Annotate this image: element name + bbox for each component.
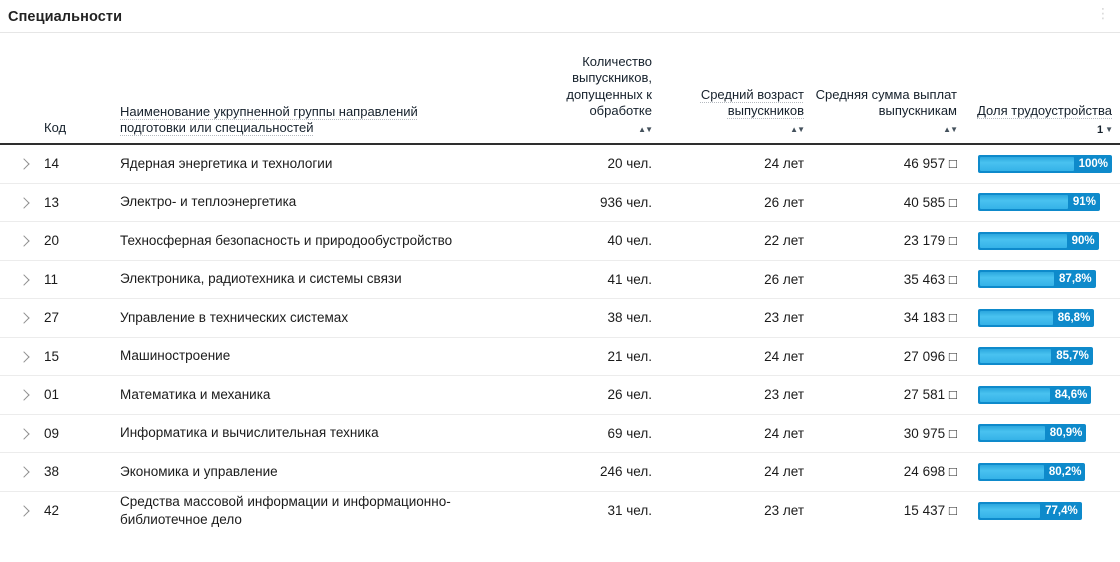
row-code: 14 [44, 156, 60, 172]
row-name: Экономика и управление [120, 463, 278, 479]
header-sum[interactable] [804, 87, 957, 143]
bar-percentage-label: 84,6% [1054, 388, 1088, 401]
sort-asc-icon: ▲ [638, 125, 646, 134]
employment-share-bar [978, 232, 1099, 250]
table-row[interactable] [0, 222, 1120, 261]
chevron-right-icon[interactable] [18, 467, 29, 478]
row-age: 24 лет [764, 348, 804, 364]
employment-share-bar [978, 309, 1094, 327]
row-sum: 24 698 □ [903, 464, 957, 480]
row-expand-cell [16, 156, 44, 171]
row-age: 24 лет [764, 425, 804, 441]
row-expand-cell [16, 310, 44, 325]
row-sum: 27 096 □ [903, 348, 957, 364]
header-age-label: Средний возраст выпускников [700, 86, 804, 119]
row-name: Информатика и вычислительная техника [120, 425, 379, 441]
row-expand-cell [16, 272, 44, 287]
table-row[interactable] [0, 376, 1120, 415]
bar-percentage-label: 80,2% [1048, 465, 1082, 478]
chevron-right-icon[interactable] [18, 159, 29, 170]
bar-percentage-label: 86,8% [1057, 311, 1091, 324]
row-name: Электро- и теплоэнергетика [120, 194, 297, 210]
bar-percentage-label: 100% [1078, 157, 1108, 170]
row-name: Средства массовой информации и информационно-библиотечное дело [120, 493, 451, 527]
row-code: 11 [44, 271, 59, 287]
bar-fill [980, 272, 1054, 286]
table-row[interactable] [0, 453, 1120, 492]
table-row[interactable] [0, 338, 1120, 377]
sort-desc-icon: ▼ [950, 125, 957, 134]
bar-percentage-label: 90% [1071, 234, 1095, 247]
row-sum: 23 179 □ [903, 233, 957, 249]
header-expand-spacer [16, 137, 44, 143]
row-code: 13 [44, 194, 60, 210]
bar-fill [980, 349, 1051, 363]
row-share-cell [957, 386, 1112, 404]
row-count: 936 чел. [600, 194, 652, 210]
sort-asc-icon: ▲ [790, 125, 798, 134]
bar-percentage-label: 91% [1072, 196, 1096, 209]
sort-desc-icon: ▼ [797, 125, 804, 134]
bar-fill [980, 388, 1050, 402]
bar-percentage-label: 77,4% [1045, 504, 1078, 517]
table-row[interactable] [0, 145, 1120, 184]
row-count: 246 чел. [600, 464, 652, 480]
row-expand-cell [16, 387, 44, 402]
table-row[interactable] [0, 492, 1120, 531]
row-expand-cell [16, 195, 44, 210]
row-sum: 35 463 □ [903, 271, 957, 287]
chevron-right-icon[interactable] [18, 274, 29, 285]
header-sum-label: Средняя сумма выплат выпускникам [815, 86, 957, 119]
chevron-right-icon[interactable] [18, 428, 29, 439]
widget-header [0, 0, 1120, 33]
row-share-cell [957, 155, 1112, 173]
row-code: 01 [44, 387, 60, 403]
bar-percentage-label: 80,9% [1049, 427, 1083, 440]
bar-fill [980, 234, 1067, 248]
bar-fill [980, 157, 1074, 171]
header-count[interactable] [512, 54, 652, 144]
header-age[interactable] [652, 87, 804, 143]
row-sum: 27 581 □ [903, 387, 957, 403]
table-row[interactable] [0, 261, 1120, 300]
chevron-right-icon[interactable] [18, 236, 29, 247]
header-count-label: Количество выпускников, допущенных к обработке [566, 53, 652, 119]
header-code[interactable] [44, 120, 120, 143]
table-row[interactable] [0, 415, 1120, 454]
header-share-label: Доля трудоустройства [977, 103, 1112, 119]
header-sum-sorter[interactable] [804, 123, 957, 137]
bar-fill [980, 311, 1053, 325]
employment-share-bar [978, 463, 1085, 481]
row-share-cell [957, 502, 1112, 520]
bar-fill [980, 195, 1068, 209]
row-share-cell [957, 232, 1112, 250]
header-share[interactable] [957, 103, 1112, 143]
table-header-row [0, 33, 1120, 145]
row-age: 23 лет [764, 387, 804, 403]
row-count: 20 чел. [607, 156, 652, 172]
employment-share-bar [978, 193, 1100, 211]
employment-share-bar [978, 347, 1093, 365]
row-share-cell [957, 309, 1112, 327]
row-code: 20 [44, 233, 60, 249]
row-sum: 34 183 □ [903, 310, 957, 326]
chevron-right-icon[interactable] [18, 313, 29, 324]
header-name[interactable] [120, 104, 512, 143]
row-code: 15 [44, 348, 60, 364]
row-age: 24 лет [764, 156, 804, 172]
employment-share-bar [978, 502, 1082, 520]
chevron-right-icon[interactable] [18, 197, 29, 208]
row-share-cell [957, 463, 1112, 481]
bar-fill [980, 504, 1040, 518]
header-count-sorter[interactable] [512, 123, 652, 137]
bar-fill [980, 465, 1044, 479]
row-code: 38 [44, 464, 60, 480]
row-expand-cell [16, 349, 44, 364]
row-name: Ядерная энергетика и технологии [120, 155, 333, 171]
sort-desc-icon: ▼ [645, 125, 652, 134]
employment-share-bar [978, 424, 1086, 442]
row-code: 42 [44, 503, 60, 519]
row-code: 27 [44, 310, 60, 326]
row-name: Техносферная безопасность и природообустройство [120, 232, 453, 248]
row-age: 24 лет [764, 464, 804, 480]
bar-fill [980, 426, 1045, 440]
row-share-cell [957, 193, 1112, 211]
widget-title: Специальности [8, 9, 123, 25]
row-count: 41 чел. [607, 271, 652, 287]
header-age-sorter[interactable] [652, 123, 804, 137]
bar-percentage-label: 87,8% [1059, 273, 1092, 286]
row-age: 26 лет [764, 194, 804, 210]
row-expand-cell [16, 503, 44, 518]
employment-share-bar [978, 270, 1096, 288]
table-body [0, 145, 1120, 530]
row-age: 22 лет [764, 233, 804, 249]
row-count: 38 чел. [607, 310, 652, 326]
sort-order-badge: 1 [1096, 123, 1104, 136]
bar-percentage-label: 85,7% [1056, 350, 1089, 363]
chevron-right-icon[interactable] [18, 506, 29, 517]
table-row[interactable] [0, 299, 1120, 338]
sort-desc-icon: ▼ [1105, 125, 1112, 134]
employment-share-bar [978, 386, 1091, 404]
row-share-cell [957, 347, 1112, 365]
widget-menu-icon[interactable]: ⋮ [1096, 5, 1110, 21]
row-count: 69 чел. [607, 425, 652, 441]
row-name: Управление в технических системах [120, 309, 349, 325]
row-sum: 15 437 □ [903, 503, 957, 519]
row-sum: 40 585 □ [903, 194, 957, 210]
row-name: Электроника, радиотехника и системы связи [120, 271, 402, 287]
row-count: 31 чел. [607, 503, 652, 519]
employment-share-bar [978, 155, 1112, 173]
row-age: 23 лет [764, 503, 804, 519]
row-sum: 30 975 □ [903, 425, 957, 441]
header-name-label: Наименование укрупненной группы направлений подготовки или специальностей [120, 103, 418, 136]
header-code-label: Код [44, 120, 67, 136]
table-row[interactable] [0, 184, 1120, 223]
row-sum: 46 957 □ [903, 156, 957, 172]
chevron-right-icon[interactable] [18, 351, 29, 362]
sort-asc-icon: ▲ [943, 125, 951, 134]
row-count: 26 чел. [607, 387, 652, 403]
row-expand-cell [16, 233, 44, 248]
row-expand-cell [16, 426, 44, 441]
row-name: Машиностроение [120, 348, 231, 364]
row-count: 40 чел. [607, 233, 652, 249]
row-share-cell [957, 270, 1112, 288]
chevron-right-icon[interactable] [18, 390, 29, 401]
row-age: 26 лет [764, 271, 804, 287]
row-expand-cell [16, 464, 44, 479]
row-share-cell [957, 424, 1112, 442]
row-count: 21 чел. [607, 348, 652, 364]
row-age: 23 лет [764, 310, 804, 326]
row-name: Математика и механика [120, 386, 271, 402]
header-share-sorter[interactable] [957, 123, 1112, 137]
row-code: 09 [44, 425, 60, 441]
